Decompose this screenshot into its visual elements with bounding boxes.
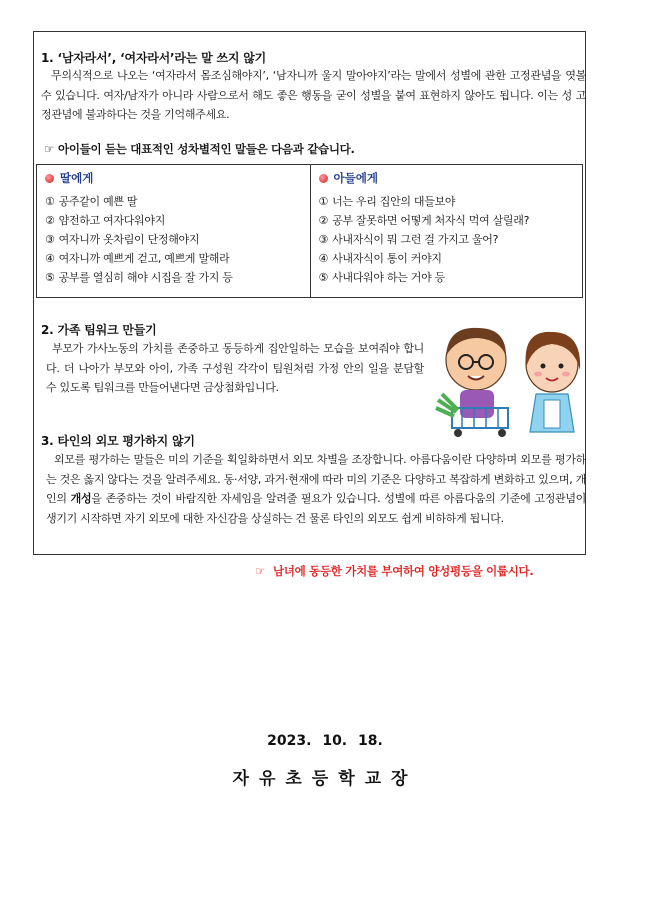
item-number: ① <box>45 195 55 208</box>
section-3-body-part1: 외모를 평가하는 말들은 미의 기준을 획일화하면서 외모 차별을 조장합니다. 아름다움이란 다양하며 외모를 평가하는 것은 옳지 않다는 것을 알려주세요. 동·서양, 과거·현재에 따라 미의 기준은 다양하고 복잡하게 변화하고 있으며, 개인의 <box>46 453 586 505</box>
sons-column <box>310 165 583 297</box>
pointing-hand-icon: ☞ <box>255 564 266 578</box>
item-number: ③ <box>318 233 329 246</box>
section-3-title: 3. 타인의 외모 평가하지 않기 <box>41 434 195 448</box>
list-item <box>45 230 302 249</box>
item-text: 여자니까 옷차림이 단정해야지 <box>58 233 200 246</box>
item-text: 공부를 열심히 해야 시집을 잘 가지 등 <box>58 271 233 284</box>
section-1-tip <box>44 141 355 157</box>
item-number: ② <box>45 214 55 227</box>
daughters-column <box>37 165 310 297</box>
section-3-body-part2: 을 존중하는 것이 바람직한 자세임을 알려줄 필요가 있습니다. 성별에 따른 아름다움의 기준에 고정관념이 생기기 시작하면 자기 외모에 대한 자신감을 상실하는 건 물론 타인의 외모도 쉽게 비하하게 됩니다. <box>46 492 586 525</box>
item-number: ⑤ <box>45 271 55 284</box>
list-item <box>319 230 575 249</box>
issue-date: 2023. 10. 18. <box>267 733 383 749</box>
closing-slogan <box>255 563 533 579</box>
section-2-title: 2. 가족 팀워크 만들기 <box>41 323 157 337</box>
section-1-title: 1. ‘남자라서’, ‘여자라서’라는 말 쓰지 않기 <box>41 51 267 65</box>
list-item <box>45 192 302 211</box>
item-number: ② <box>318 214 329 227</box>
item-text: 사내자식이 통이 커야지 <box>332 252 442 265</box>
item-text: 얌전하고 여자다워야지 <box>58 214 166 227</box>
list-item <box>45 268 302 287</box>
section-1-tip-text: 아이들이 듣는 대표적인 성차별적인 말들은 다음과 같습니다. <box>58 142 355 156</box>
daughters-heading-label: 딸에게 <box>60 171 94 185</box>
item-number: ④ <box>318 252 329 265</box>
item-text: 여자니까 예쁘게 걷고, 예쁘게 말해라 <box>58 252 230 265</box>
list-item <box>45 249 302 268</box>
sexist-phrases-table <box>36 164 583 298</box>
sons-heading <box>319 170 575 186</box>
list-item <box>319 211 575 230</box>
red-bullet-icon <box>319 174 328 183</box>
list-item <box>319 268 575 287</box>
item-text: 공주같이 예쁜 딸 <box>58 195 138 208</box>
item-number: ⑤ <box>318 271 329 284</box>
pointing-hand-icon: ☞ <box>44 142 55 156</box>
item-text: 사내자식이 뭐 그런 걸 가지고 울어? <box>332 233 499 246</box>
section-3-body <box>46 450 586 528</box>
item-number: ④ <box>45 252 55 265</box>
section-2-body: 부모가 가사노동의 가치를 존중하고 동등하게 집안일하는 모습을 보여줘야 합니다. 더 나아가 부모와 아이, 가족 구성원 각각이 팀원처럼 가정 안의 일을 분담할 수 있도록 팀워크를 만들어낸다면 금상첨화입니다. <box>46 342 424 394</box>
section-1-body: 무의식적으로 나오는 ‘여자라서 몸조심해야지’, ‘남자니까 울지 말아야지’라는 말에서 성별에 관한 고정관념을 엿볼 수 있습니다. 여자/남자가 아니라 사람으로서 해도 좋은 행동을 굳이 성별을 붙여 표현하지 않아도 됩니다. 이는 성 고정관념에 불과하다는 것을 기억해주세요. <box>41 69 586 121</box>
item-number: ③ <box>45 233 55 246</box>
family-illustration <box>434 320 584 438</box>
sons-heading-label: 아들에게 <box>333 171 378 185</box>
slogan-text: 남녀에 동등한 가치를 부여하여 양성평등을 이룹시다. <box>273 564 534 578</box>
list-item <box>45 211 302 230</box>
item-text: 사내다워야 하는 거야 등 <box>332 271 445 284</box>
newsletter-content-box <box>33 31 586 555</box>
section-3-body-emphasis: 개성 <box>70 492 92 505</box>
daughters-heading <box>45 170 302 186</box>
item-text: 너는 우리 집안의 대들보야 <box>332 195 456 208</box>
school-principal-signature: 자유초등학교장 <box>232 769 418 789</box>
item-number: ① <box>318 195 329 208</box>
red-bullet-icon <box>45 174 54 183</box>
item-text: 공부 잘못하면 어떻게 처자식 먹여 살릴래? <box>332 214 530 227</box>
list-item <box>319 249 575 268</box>
list-item <box>319 192 575 211</box>
